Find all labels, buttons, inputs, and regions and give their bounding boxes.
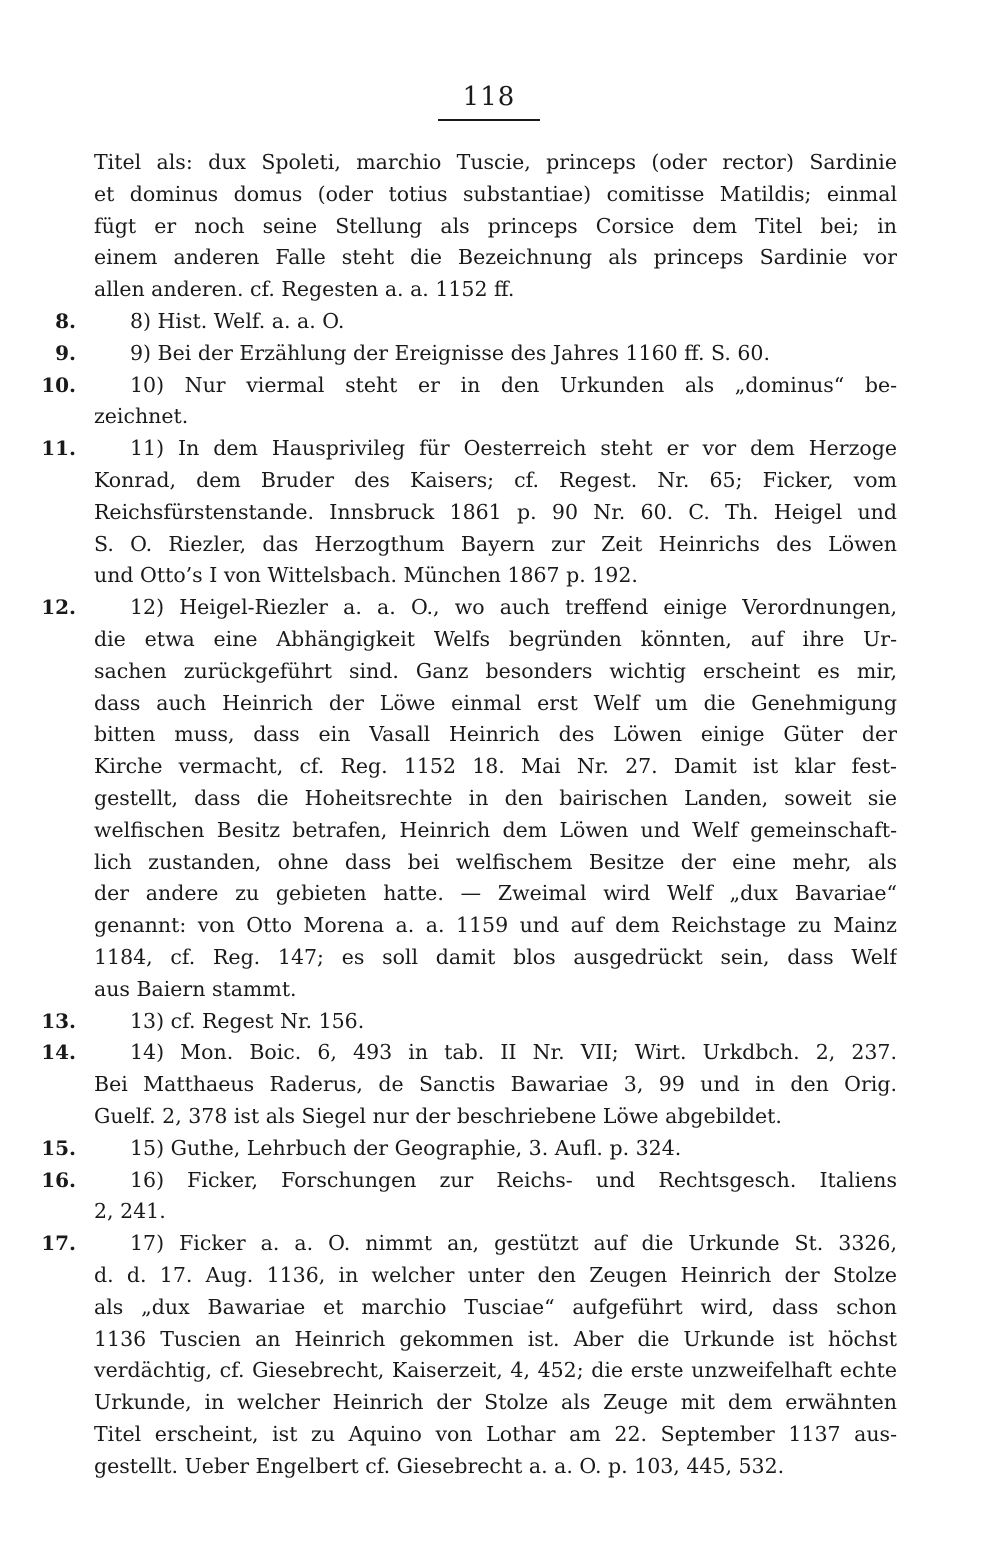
text-line [0, 1133, 1000, 1165]
note-line: zeichnet. [94, 404, 189, 429]
page-number-rule [438, 119, 540, 121]
note-line: Kirche vermacht, cf. Reg. 1152 18. Mai Nr. 27. Damit ist klar fest- [94, 754, 897, 779]
text-line [0, 306, 1000, 338]
note-line: fügt er noch seine Stellung als princeps Corsice dem Titel bei; in [94, 213, 897, 238]
text-line [0, 656, 1000, 688]
text-line [0, 433, 1000, 465]
note-line: der andere zu gebieten hatte. — Zweimal wird Welf „dux Bavariae“ [94, 881, 897, 906]
note-line: bitten muss, dass ein Vasall Heinrich des Löwen einige Güter der [94, 722, 897, 747]
note-first-line: 11) In dem Hausprivileg für Oesterreich steht er vor dem Herzoge [130, 436, 897, 461]
note-line: d. d. 17. Aug. 1136, in welcher unter den Zeugen Heinrich der Stolze [94, 1263, 897, 1287]
text-line [0, 211, 1000, 243]
text-line [0, 719, 1000, 751]
text-line [0, 910, 1000, 942]
note-line: als „dux Bawariae et marchio Tusciae“ aufgeführt wird, dass schon [94, 1294, 897, 1319]
note-first-line: 16) Ficker, Forschungen zur Reichs- und Rechtsgesch. Italiens [130, 1167, 897, 1192]
note-line: verdächtig, cf. Giesebrecht, Kaiserzeit, 4, 452; die erste unzweifelhaft echte [94, 1358, 897, 1383]
note-line: welfischen Besitz betrafen, Heinrich dem Löwen und Welf gemeinschaft- [94, 817, 897, 842]
text-line [0, 878, 1000, 910]
note-line: Titel erscheint, ist zu Aquino von Lothar am 22. September 1137 aus- [94, 1422, 897, 1446]
text-line [0, 688, 1000, 720]
note-first-line: 14) Mon. Boic. 6, 493 in tab. II Nr. VII; Wirt. Urkdbch. 2, 237. [130, 1040, 897, 1065]
text-line [0, 401, 1000, 433]
note-line: sachen zurückgeführt sind. Ganz besonders wichtig erscheint es mir, [94, 658, 897, 683]
text-line [0, 274, 1000, 306]
note-marker: 12. [41, 595, 76, 620]
text-line [0, 147, 1000, 179]
text-line [0, 1292, 1000, 1324]
text-line [0, 815, 1000, 847]
text-line [0, 592, 1000, 624]
note-line: S. O. Riezler, das Herzogthum Bayern zur Zeit Heinrichs des Löwen [94, 531, 897, 556]
note-line: 1136 Tuscien an Heinrich gekommen ist. Aber die Urkunde ist höchst [94, 1326, 897, 1351]
note-line: einem anderen Falle steht die Bezeichnung als princeps Sardinie vor [94, 245, 897, 270]
note-marker: 13. [41, 1008, 76, 1033]
text-line [0, 338, 1000, 370]
note-line: die etwa eine Abhängigkeit Welfs begründen könnten, auf ihre Ur- [94, 627, 897, 651]
note-line: 2, 241. [94, 1199, 166, 1224]
note-line: Guelf. 2, 378 ist als Siegel nur der beschriebene Löwe abgebildet. [94, 1104, 782, 1128]
text-line [0, 1228, 1000, 1260]
text-line [0, 1324, 1000, 1356]
text-line [0, 1387, 1000, 1419]
text-line [0, 370, 1000, 402]
note-marker: 10. [41, 372, 76, 397]
note-line: allen anderen. cf. Regesten a. a. 1152 ff. [94, 277, 515, 302]
note-marker: 9. [55, 340, 76, 365]
note-line: genannt: von Otto Morena a. a. 1159 und auf dem Reichstage zu Mainz [94, 913, 897, 938]
note-line: lich zustanden, ohne dass bei welfischem Besitze der eine mehr, als [94, 849, 897, 874]
text-line [0, 1355, 1000, 1387]
note-marker: 11. [41, 436, 76, 461]
note-marker: 14. [41, 1040, 76, 1065]
text-line [0, 942, 1000, 974]
note-line: dass auch Heinrich der Löwe einmal erst Welf um die Genehmigung [94, 690, 897, 715]
note-line: und Otto’s I von Wittelsbach. München 1867 p. 192. [94, 563, 638, 588]
note-line: Konrad, dem Bruder des Kaisers; cf. Regest. Nr. 65; Ficker, vom [94, 468, 897, 492]
note-first-line: 13) cf. Regest Nr. 156. [130, 1008, 365, 1033]
note-line: et dominus domus (oder totius substantiae) comitisse Matildis; einmal [94, 181, 897, 206]
note-line: Reichsfürstenstande. Innsbruck 1861 p. 90 Nr. 60. C. Th. Heigel und [94, 499, 897, 524]
note-line: Urkunde, in welcher Heinrich der Stolze als Zeuge mit dem erwähnten [94, 1390, 897, 1415]
note-first-line: 15) Guthe, Lehrbuch der Geographie, 3. Aufl. p. 324. [130, 1135, 682, 1160]
note-marker: 17. [41, 1231, 76, 1256]
note-line: 1184, cf. Reg. 147; es soll damit blos ausgedrückt sein, dass Welf [94, 945, 897, 969]
text-line [0, 497, 1000, 529]
text-line [0, 1037, 1000, 1069]
text-line [0, 1101, 1000, 1133]
text-line [0, 624, 1000, 656]
text-line [0, 974, 1000, 1006]
text-line [0, 529, 1000, 561]
text-line [0, 751, 1000, 783]
note-line: gestellt, dass die Hoheitsrechte in den bairischen Landen, soweit sie [94, 786, 897, 810]
text-line [0, 1419, 1000, 1451]
note-marker: 8. [55, 309, 76, 333]
text-line [0, 560, 1000, 592]
text-line [0, 465, 1000, 497]
note-marker: 16. [41, 1167, 76, 1192]
text-line [0, 783, 1000, 815]
text-line [0, 242, 1000, 274]
note-line: Titel als: dux Spoleti, marchio Tuscie, princeps (oder rector) Sardinie [94, 150, 897, 174]
text-line [0, 1165, 1000, 1197]
note-line: Bei Matthaeus Raderus, de Sanctis Bawariae 3, 99 und in den Orig. [94, 1072, 897, 1097]
note-first-line: 8) Hist. Welf. a. a. O. [130, 309, 345, 333]
note-line: aus Baiern stammt. [94, 976, 297, 1001]
text-line [0, 1451, 1000, 1483]
page-number: 118 [462, 82, 516, 112]
note-first-line: 17) Ficker a. a. O. nimmt an, gestützt auf die Urkunde St. 3326, [130, 1231, 897, 1256]
text-line [0, 847, 1000, 879]
note-marker: 15. [41, 1135, 76, 1160]
note-first-line: 12) Heigel-Riezler a. a. O., wo auch treffend einige Verordnungen, [130, 595, 897, 620]
note-line: gestellt. Ueber Engelbert cf. Giesebrecht a. a. O. p. 103, 445, 532. [94, 1453, 785, 1478]
text-line [0, 1006, 1000, 1038]
text-line [0, 179, 1000, 211]
note-first-line: 10) Nur viermal steht er in den Urkunden als „dominus“ be- [130, 372, 897, 397]
text-line [0, 1196, 1000, 1228]
note-first-line: 9) Bei der Erzählung der Ereignisse des Jahres 1160 ff. S. 60. [130, 340, 770, 365]
text-line [0, 1069, 1000, 1101]
text-line [0, 1260, 1000, 1292]
